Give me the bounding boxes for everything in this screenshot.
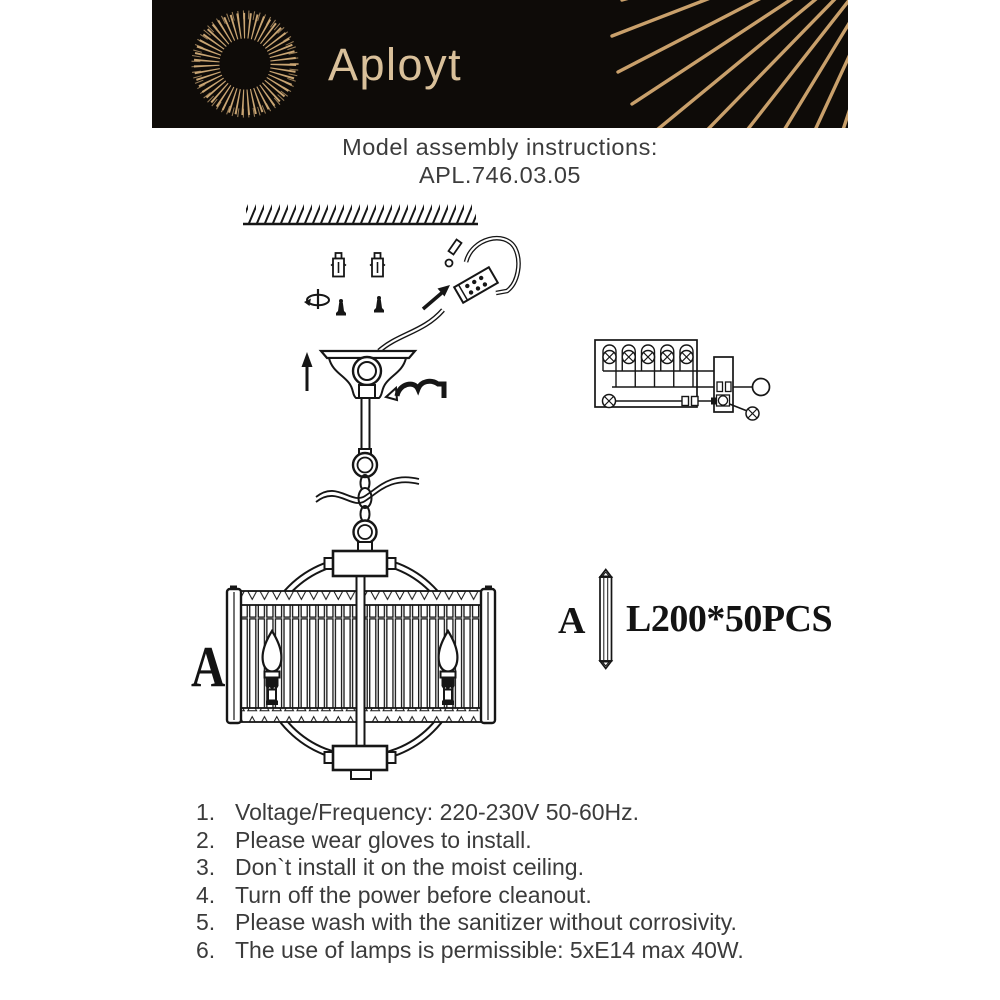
list-item [0, 882, 1000, 910]
item-number: 5. [196, 909, 216, 935]
central-rod [357, 575, 365, 747]
list-item [0, 937, 1000, 965]
legend-label-a: A [558, 600, 586, 642]
list-item [0, 854, 1000, 882]
list-item [0, 909, 1000, 937]
item-text: Turn off the power before cleanout. [235, 881, 592, 908]
arrow-icon [423, 285, 450, 309]
title-line-1: Model assembly instructions: [342, 134, 658, 160]
wall-anchor-icon [331, 253, 385, 277]
item-number: 1. [196, 799, 216, 825]
legend-spec: L200*50PCS [626, 598, 833, 640]
item-number: 2. [196, 826, 216, 853]
list-item [0, 827, 1000, 855]
item-text: Please wash with the sanitizer without corrosivity. [235, 909, 737, 935]
model-number: APL.746.03.05 [419, 162, 581, 188]
hook-icon [386, 381, 444, 400]
wiring-schematic [595, 340, 770, 420]
up-arrow [302, 352, 313, 391]
item-text: Please wear gloves to install. [235, 826, 532, 853]
ceiling-hatch [243, 201, 478, 224]
canopy [321, 351, 415, 450]
part-label-a: A [191, 634, 226, 699]
screw-icon [336, 296, 384, 316]
item-number: 4. [196, 881, 216, 908]
power-cord [379, 238, 518, 351]
instructions-list [0, 799, 1000, 964]
item-text: Voltage/Frequency: 220-230V 50-60Hz. [235, 799, 640, 825]
crystal-rod-icon [600, 570, 612, 669]
item-number: 3. [196, 854, 216, 880]
list-item [0, 799, 1000, 827]
brand-logo-text: Aployt [328, 39, 463, 90]
rotate-icon [304, 289, 329, 309]
item-number: 6. [196, 936, 216, 963]
item-text: Don`t install it on the moist ceiling. [235, 854, 584, 880]
item-text: The use of lamps is permissible: 5xE14 max 40W. [235, 936, 744, 963]
